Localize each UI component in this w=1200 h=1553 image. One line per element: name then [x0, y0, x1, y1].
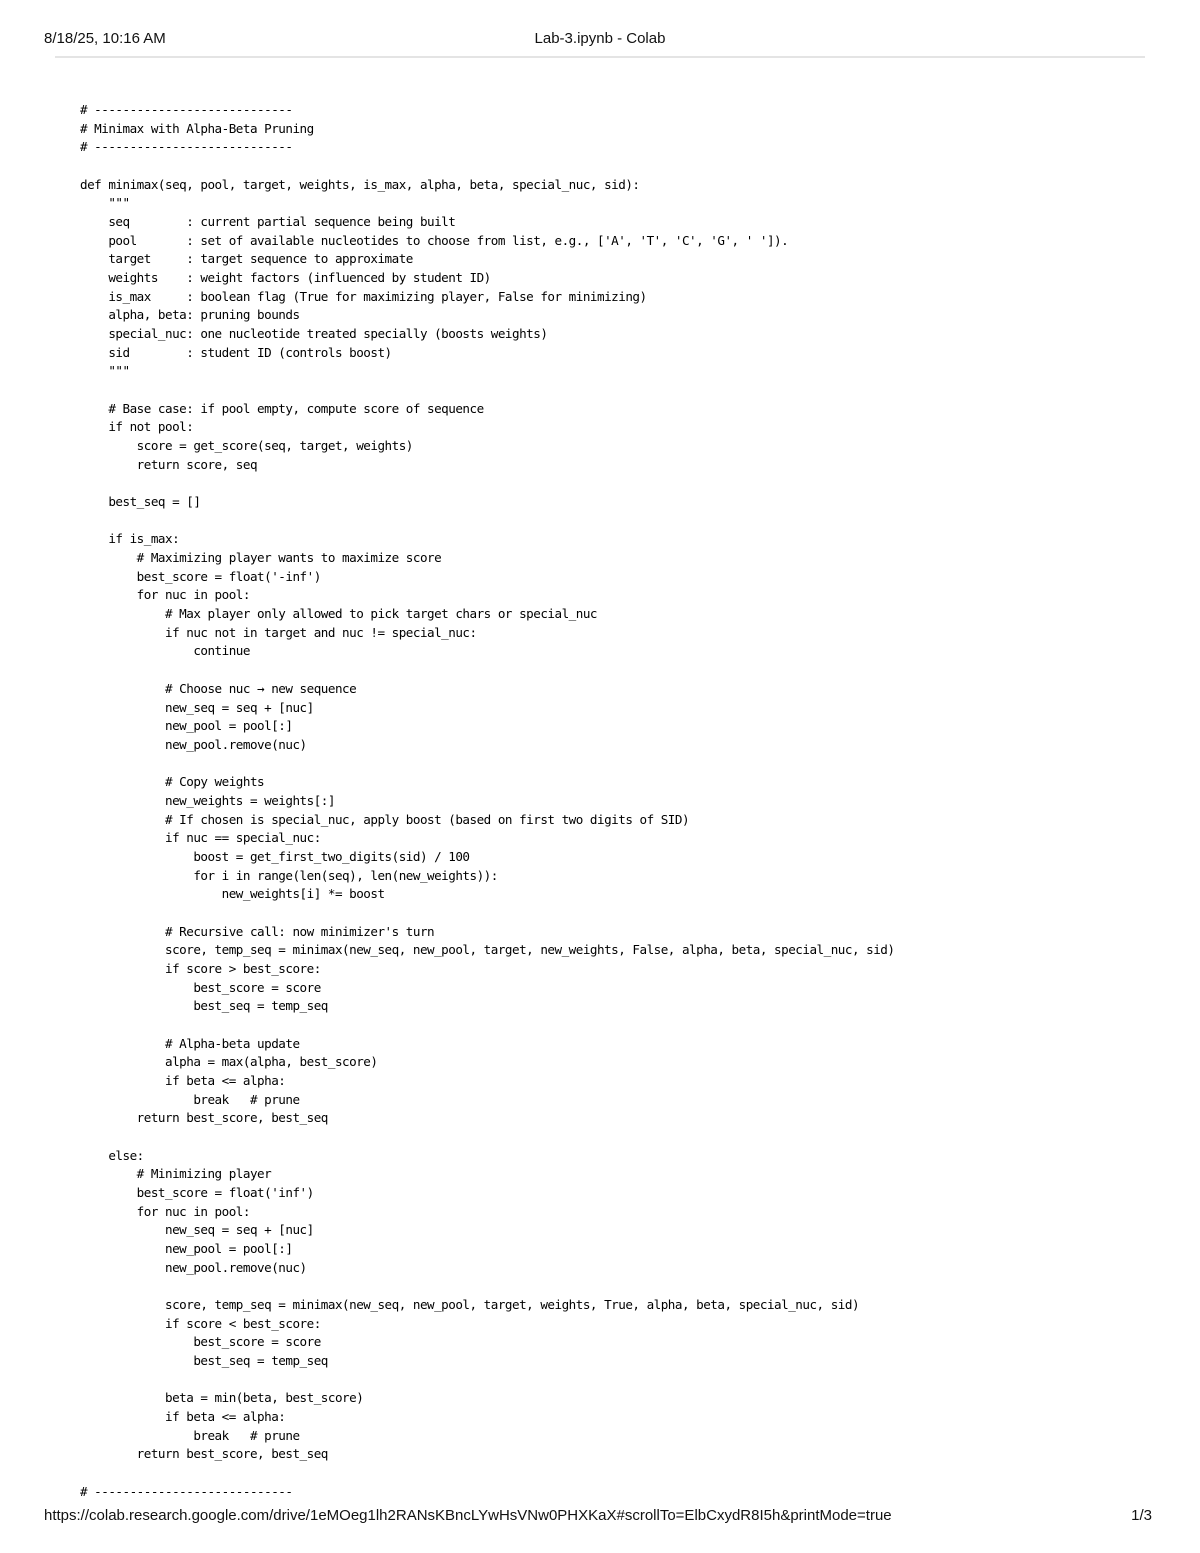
- page-number: 1/3: [1131, 1507, 1152, 1524]
- code-line: def minimax(seq, pool, target, weights, is_max, alpha, beta, special_nuc, sid):: [80, 176, 640, 192]
- code-line: new_weights[i] *= boost: [80, 886, 385, 902]
- code-line: # Copy weights: [80, 774, 265, 790]
- code-line: if beta <= alpha:: [80, 1072, 286, 1088]
- code-line: [80, 1464, 894, 1483]
- code-line: if not pool:: [80, 419, 194, 435]
- code-line: new_weights = weights[:]: [80, 792, 335, 808]
- code-line: pool : set of available nucleotides to choose from list, e.g., ['A', 'T', 'C', 'G', ' ']).: [80, 232, 789, 248]
- code-line: score, temp_seq = minimax(new_seq, new_pool, target, weights, True, alpha, beta, special_nuc, sid): [80, 1297, 860, 1312]
- code-line: # Minimizing player: [80, 1166, 272, 1182]
- code-line: new_seq = seq + [nuc]: [80, 1222, 314, 1238]
- code-line: best_score = float('inf'): [80, 1184, 314, 1200]
- code-line: # Base case: if pool empty, compute score of sequence: [80, 400, 484, 416]
- code-line: if is_max:: [80, 531, 180, 547]
- code-line: if score < best_score:: [80, 1315, 321, 1331]
- code-line: new_pool = pool[:]: [80, 718, 293, 734]
- code-line: new_pool = pool[:]: [80, 1240, 293, 1256]
- code-line: [80, 1016, 894, 1035]
- code-line: # Minimax with Alpha-Beta Pruning: [80, 120, 314, 136]
- code-line: alpha = max(alpha, best_score): [80, 1054, 378, 1070]
- code-line: [80, 755, 894, 774]
- code-line: if score > best_score:: [80, 960, 321, 976]
- code-line: [80, 474, 894, 493]
- code-line: # Alpha-beta update: [80, 1035, 300, 1051]
- code-line: special_nuc: one nucleotide treated specially (boosts weights): [80, 326, 548, 342]
- code-line: score, temp_seq = minimax(new_seq, new_pool, target, new_weights, False, alpha, beta, special_nuc, sid): [80, 942, 895, 958]
- print-date: 8/18/25, 10:16 AM: [44, 30, 166, 47]
- code-line: continue: [80, 643, 250, 659]
- code-line: # Recursive call: now minimizer's turn: [80, 923, 435, 939]
- code-line: if nuc == special_nuc:: [80, 830, 321, 846]
- code-line: best_seq = temp_seq: [80, 1353, 328, 1369]
- code-line: alpha, beta: pruning bounds: [80, 307, 300, 323]
- code-line: boost = get_first_two_digits(sid) / 100: [80, 848, 470, 864]
- code-line: seq : current partial sequence being built: [80, 214, 456, 230]
- code-line: return score, seq: [80, 456, 258, 472]
- code-line: [80, 512, 894, 531]
- code-line: return best_score, best_seq: [80, 1110, 328, 1126]
- header-divider: [55, 56, 1145, 58]
- code-line: sid : student ID (controls boost): [80, 344, 392, 360]
- code-line: # ----------------------------: [80, 139, 293, 155]
- code-line: # Max player only allowed to pick target chars or special_nuc: [80, 606, 597, 622]
- page-url: https://colab.research.google.com/drive/1eMOeg1lh2RANsKBncLYwHsVNw0PHXKaX#scrollTo=ElbCxydR8I5h&printMode=true: [44, 1507, 892, 1524]
- code-line: [80, 1371, 894, 1390]
- code-line: score = get_score(seq, target, weights): [80, 438, 413, 454]
- code-line: best_seq = []: [80, 494, 201, 510]
- code-line: best_score = float('-inf'): [80, 568, 321, 584]
- page-title: Lab-3.ipynb - Colab: [534, 30, 666, 47]
- code-line: [80, 1277, 894, 1296]
- code-line: new_pool.remove(nuc): [80, 736, 307, 752]
- code-line: [80, 661, 894, 680]
- code-line: for nuc in pool:: [80, 587, 250, 603]
- code-line: is_max : boolean flag (True for maximizing player, False for minimizing): [80, 288, 647, 304]
- code-line: # If chosen is special_nuc, apply boost (based on first two digits of SID): [80, 811, 690, 827]
- code-line: [80, 904, 894, 923]
- code-line: """: [80, 363, 130, 379]
- code-line: break # prune: [80, 1091, 300, 1107]
- code-line: beta = min(beta, best_score): [80, 1390, 364, 1406]
- code-line: if beta <= alpha:: [80, 1409, 286, 1425]
- code-line: # ----------------------------: [80, 1483, 293, 1499]
- code-line: best_score = score: [80, 979, 321, 995]
- code-line: [80, 1128, 894, 1147]
- code-line: new_seq = seq + [nuc]: [80, 699, 314, 715]
- code-line: [80, 381, 894, 400]
- code-line: new_pool.remove(nuc): [80, 1259, 307, 1275]
- code-line: best_score = score: [80, 1334, 321, 1350]
- code-line: # Choose nuc → new sequence: [80, 680, 357, 696]
- code-line: else:: [80, 1147, 144, 1163]
- code-line: for i in range(len(seq), len(new_weights)):: [80, 867, 498, 883]
- code-line: """: [80, 195, 130, 211]
- code-line: target : target sequence to approximate: [80, 251, 413, 267]
- code-line: # ----------------------------: [80, 102, 293, 117]
- code-line: best_seq = temp_seq: [80, 998, 328, 1014]
- code-line: weights : weight factors (influenced by student ID): [80, 270, 491, 286]
- code-line: # Maximizing player wants to maximize score: [80, 550, 442, 566]
- code-line: [80, 157, 894, 176]
- code-line: if nuc not in target and nuc != special_nuc:: [80, 624, 477, 640]
- code-line: for nuc in pool:: [80, 1203, 250, 1219]
- code-line: break # prune: [80, 1427, 300, 1443]
- code-line: return best_score, best_seq: [80, 1446, 328, 1462]
- code-cell: [80, 101, 894, 1501]
